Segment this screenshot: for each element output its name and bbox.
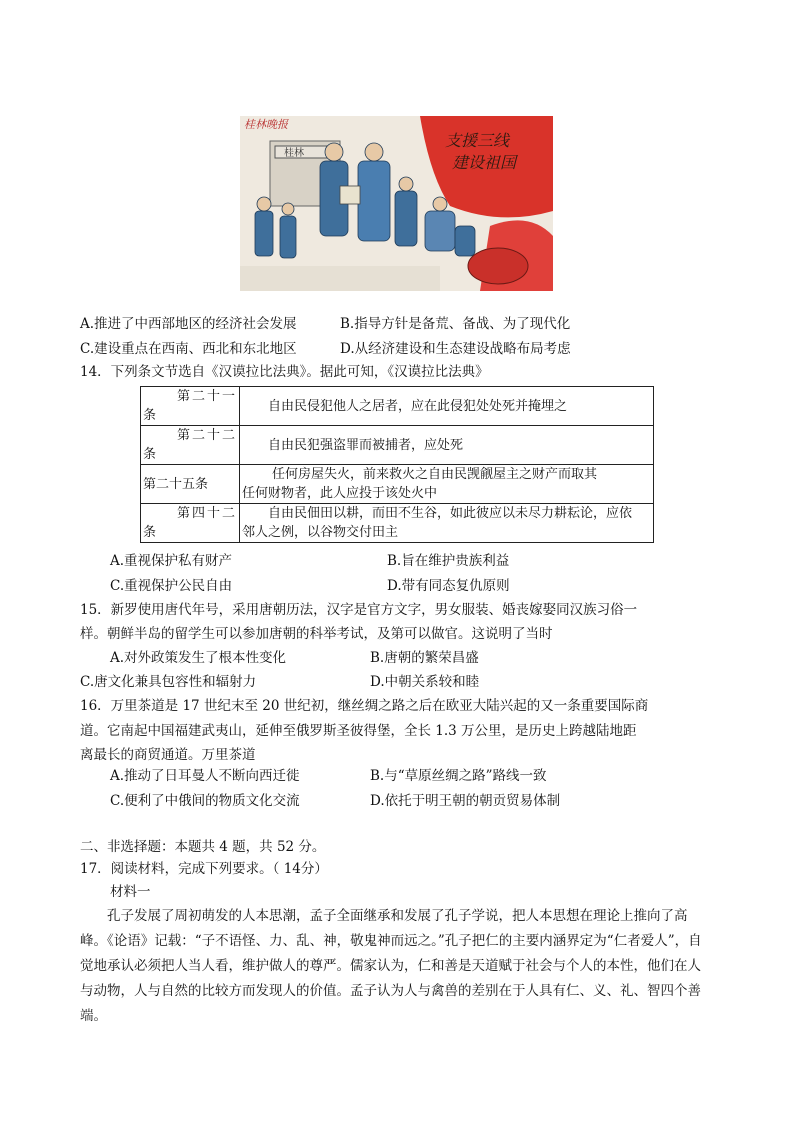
q14-option-a: A.重视保护私有财产 [110, 553, 233, 569]
q16-line-3: 离最长的商贸通道。万里茶道 [80, 747, 256, 763]
material-paragraph: 孔子发展了周初萌发的人本思潮，孟子全面继承和发展了孔子学说，把人本思想在理论上推向了高峰。《论语》记载：“子不语怪、力、乱、神，敬鬼神而远之。”孔子把仁的主要内涵界定为“仁者爱人”，自觉地承认必须把人当人看，维护做人的尊严。儒家认为，仁和善是天道赋于社会与个人的本性，他们在人与动物，人与自然的比较方而发现人的价值。孟子认为人与禽兽的差别在于人具有仁、义、礼、智四个善端。 [80, 908, 702, 1024]
article-text: 自由民犯强盗罪而被捕者，应处死 [240, 426, 654, 465]
q15-line-1: 15．新罗使用唐代年号，采用唐朝历法，汉字是官方文字，男女服装、婚丧嫁娶同汉族习俗一 [80, 602, 638, 618]
table-row [141, 504, 654, 543]
article-number: 第二十一 条 [141, 387, 240, 426]
q16-option-a: A.推动了日耳曼人不断向西迁徙 [110, 768, 300, 784]
q16-line-1: 16．万里茶道是 17 世纪末至 20 世纪初，继丝绸之路之后在欧亚大陆兴起的又一条重要国际商 [80, 698, 649, 714]
article-number: 第四十二 条 [141, 504, 240, 543]
table-row [141, 426, 654, 465]
q15-option-d: D.中朝关系较和睦 [370, 674, 480, 690]
table-row [141, 387, 654, 426]
q16-line-2: 道。它南起中国福建武夷山，延伸至俄罗斯圣彼得堡，全长 1.3 万公里，是历史上跨越陆地距 [80, 723, 637, 739]
q13-option-d: D.从经济建设和生态建设战略布局考虑 [340, 341, 571, 357]
material-label: 材料一 [110, 884, 151, 900]
article-number: 第二十二 条 [141, 426, 240, 465]
article-text: 自由民侵犯他人之居者，应在此侵犯处处死并掩埋之 [240, 387, 654, 426]
q15-line-2: 样。朝鲜半岛的留学生可以参加唐朝的科举考试，及第可以做官。这说明了当时 [80, 626, 553, 642]
q14-option-c: C.重视保护公民自由 [110, 578, 233, 594]
q16-option-c: C.便利了中俄间的物质文化交流 [110, 793, 300, 809]
q13-option-b: B.指导方针是备荒、备战、为了现代化 [340, 316, 571, 332]
q14-option-d: D.带有同态复仇原则 [387, 578, 510, 594]
newspaper-logo: 桂林晚报 [244, 118, 288, 131]
section-heading: 二、非选择题：本题共 4 题，共 52 分。 [80, 839, 326, 855]
banner-line-1: 支援三线 [445, 131, 510, 150]
poster-illustration [240, 116, 553, 291]
law-table [140, 386, 654, 543]
q17-stem: 17．阅读材料，完成下列要求。（ 14分） [80, 861, 328, 877]
q16-option-d: D.依托于明王朝的朝贡贸易体制 [370, 793, 561, 809]
banner-line-2: 建设祖国 [452, 153, 517, 172]
article-text: 任何房屋失火，前来救火之自由民觊觎屋主之财产而取其 任何财物者，此人应投于该处火中 [240, 465, 654, 504]
q14-stem: 14．下列条文节选自《汉谟拉比法典》。据此可知，《汉谟拉比法典》 [80, 364, 489, 380]
q16-option-b: B.与“草原丝绸之路”路线一致 [370, 768, 547, 784]
q15-option-b: B.唐朝的繁荣昌盛 [370, 650, 479, 666]
q13-option-a: A.推进了中西部地区的经济社会发展 [80, 316, 297, 332]
table-row [141, 465, 654, 504]
poster-drawing [240, 116, 553, 291]
article-text: 自由民佃田以耕，而田不生谷，如此彼应以未尽力耕耘论，应依 邻人之例，以谷物交付田主 [240, 504, 654, 543]
q14-option-b: B.旨在维护贵族利益 [387, 553, 510, 569]
q15-option-c: C.唐文化兼具包容性和辐射力 [80, 674, 257, 690]
q13-option-c: C.建设重点在西南、西北和东北地区 [80, 341, 297, 357]
article-number: 第二十五条 [141, 465, 240, 504]
sign-text: 桂林 [284, 148, 304, 159]
q15-option-a: A.对外政策发生了根本性变化 [110, 650, 287, 666]
